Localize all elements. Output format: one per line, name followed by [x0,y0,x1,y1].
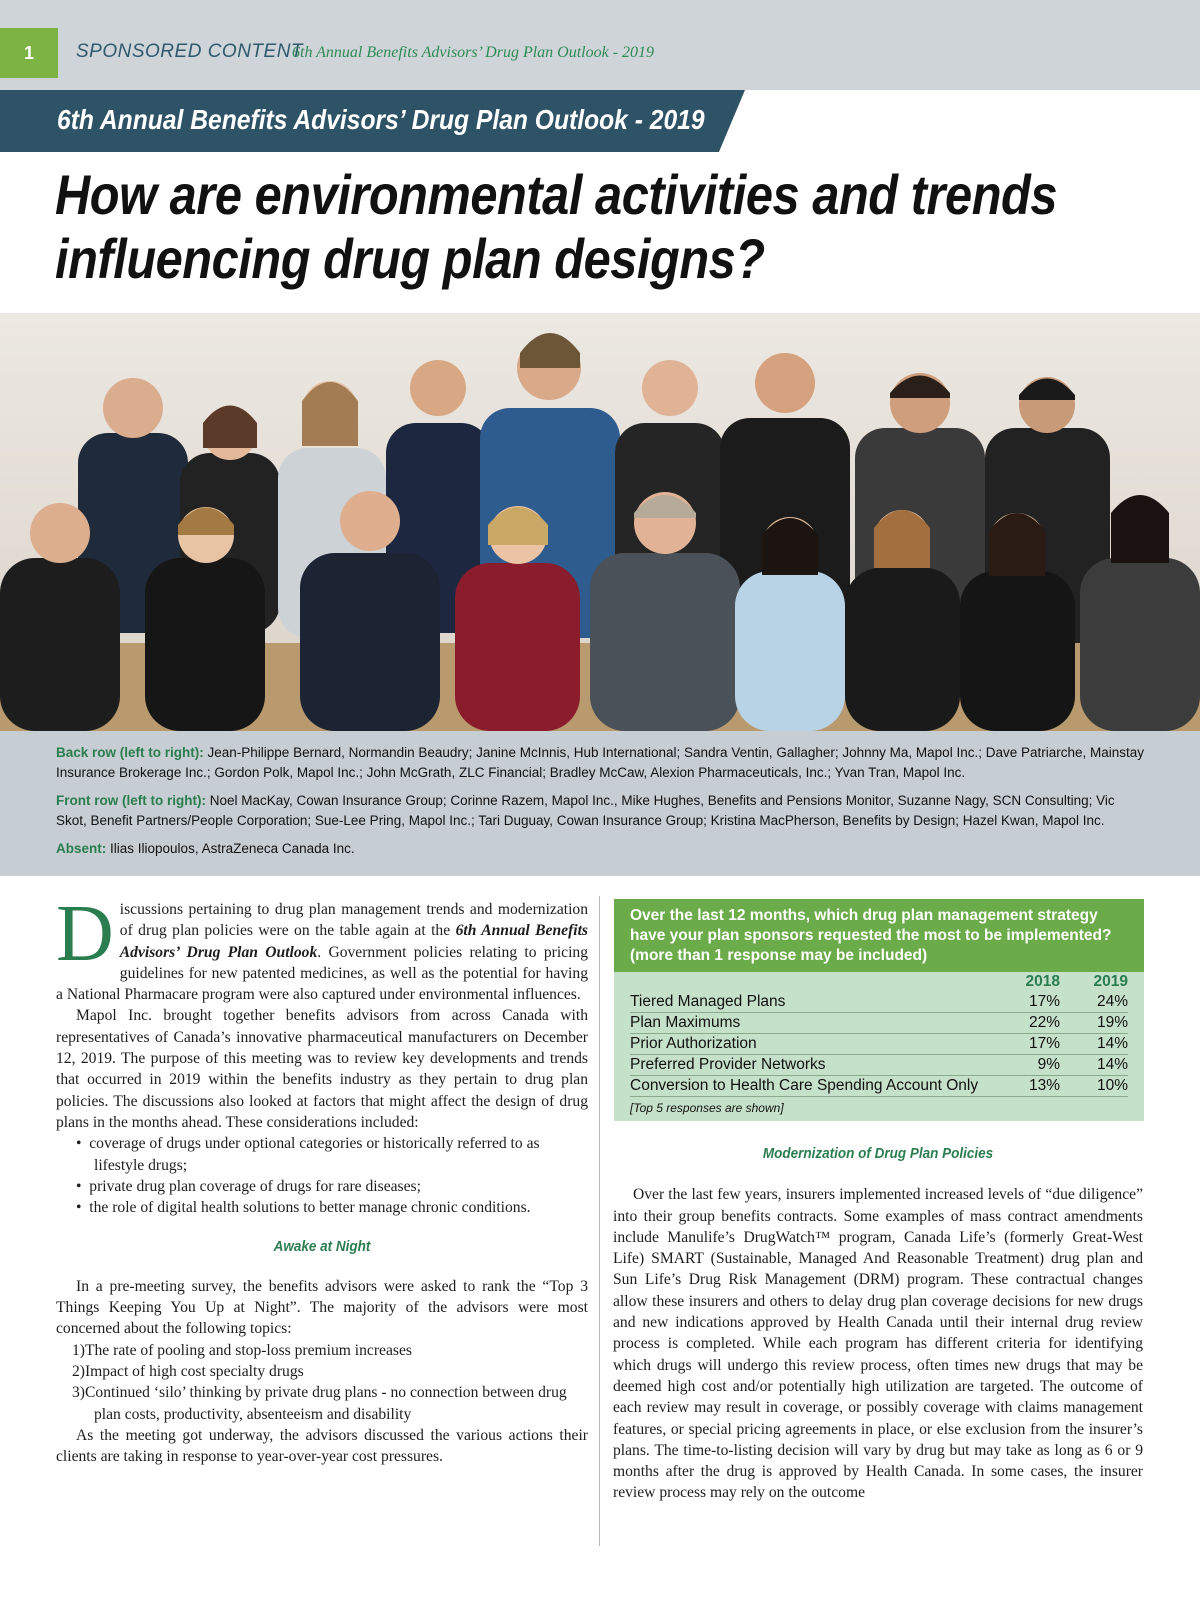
caption-back-text: Jean-Philippe Bernard, Normandin Beaudry; Janine McInnis, Hub International; Sandra Ventin, Gallagher; Johnny Ma, Mapol Inc.; Dave Patriarche, Mainstay Insurance Brokerage Inc.; Gordon Polk, Mapol Inc.; John McGrath, ZLC Financial; Bradley McCaw, Alexion Pharmaceuticals, Inc.; Yvan Tran, Mapol Inc. [56,745,1145,780]
table-row: Prior Authorization 17% 14% [630,1034,1128,1055]
left-column [56,890,588,1467]
group-photo-icon [0,313,1200,731]
list-item: 2)Impact of high cost specialty drugs [72,1362,304,1380]
column-divider [599,896,600,1546]
sponsored-label: SPONSORED CONTENT [76,41,304,62]
headline-line-2: influencing drug plan designs? [55,227,765,290]
page-headline [55,163,1099,291]
right-column [613,1143,1143,1504]
caption-absent-text: Ilias Iliopoulos, AstraZeneca Canada Inc. [110,841,355,856]
subhead-modernization: Modernization of Drug Plan Policies [762,1145,994,1162]
list-item: 1)The rate of pooling and stop-loss premium increases [72,1341,412,1359]
table-row: Plan Maximums 22% 19% [630,1013,1128,1034]
caption-absent-label: Absent: [56,841,107,856]
paragraph-4: As the meeting got underway, the advisors discussed the various actions their clients are taking in response to year-over-year cost pressures. [56,1426,588,1466]
page-number: 1 [0,28,58,78]
banner-title: 6th Annual Benefits Advisors’ Drug Plan Outlook - 2019 [57,104,705,135]
subhead-awake: Awake at Night [273,1238,371,1256]
survey-question: Over the last 12 months, which drug plan management strategy have your plan sponsors requested the most to be implemented? (more than 1 response may be included) [614,899,1144,972]
caption-front-row [56,791,1146,831]
intro-paragraph: Discussions pertaining to drug plan management trends and modernization of drug plan policies were on the table again at the 6th Annual Benefits Advisors’ Drug Plan Outlook. Government policies relating to pricing guidelines for new patented medicines, as well as the potential for having a National Pharmacare program were also captured under environmental influences. [56,890,588,1004]
table-row: Preferred Provider Networks 9% 14% [630,1055,1128,1076]
concerns-list [56,1340,588,1425]
table-header [630,972,1128,992]
dropcap: D [56,890,114,978]
caption-back-label: Back row (left to right): [56,745,204,760]
caption-front-text: Noel MacKay, Cowan Insurance Group; Corinne Razem, Mapol Inc., Mike Hughes, Benefits and Pensions Monitor, Suzanne Nagy, SCN Consulting; Vic Skot, Benefit Partners/People Corporation; Sue-Lee Pring, Mapol Inc.; Tari Duguay, Cowan Insurance Group; Kristina MacPherson, Benefits by Design; Hazel Kwan, Mapol Inc. [56,793,1115,828]
table-row: Conversion to Health Care Spending Account Only 13% 10% [630,1076,1128,1097]
list-item: • private drug plan coverage of drugs for rare diseases; [76,1177,421,1195]
event-name: 6th Annual Benefits Advisors’ Drug Plan Outlook [119,922,588,961]
list-item: • the role of digital health solutions to better manage chronic conditions. [76,1199,531,1217]
list-item: • coverage of drugs under optional categories or historically referred to as lifestyle drugs; [76,1135,540,1174]
list-item: 3)Continued ‘silo’ thinking by private drug plans - no connection between drug plan costs, productivity, absenteeism and disability [72,1384,567,1423]
caption-front-label: Front row (left to right): [56,793,206,808]
survey-table [614,899,1144,1121]
group-photo [0,313,1200,731]
col-2018: 2018 [1025,973,1060,990]
paragraph-3: In a pre-meeting survey, the benefits advisors were asked to rank the “Top 3 Things Keeping You Up at Night”. The majority of the advisors were most concerned about the following topics: [56,1277,588,1338]
running-title: 6th Annual Benefits Advisors’ Drug Plan Outlook - 2019 [292,44,655,61]
caption-absent [56,839,1146,859]
considerations-list [56,1133,588,1218]
table-row: Tiered Managed Plans 17% 24% [630,992,1128,1013]
headline-line-1: How are environmental activities and trends [55,163,1058,226]
paragraph-modernization: Over the last few years, insurers implemented increased levels of “due diligence” into their group benefits contracts. Some examples of mass contract amendments include Manulife’s DrugWatch™ program, Canada Life’s (formerly Great-West Life) SMART (Sustainable, Managed And Reasonable Treatment) drug plan and Sun Life’s Drug Risk Management (DRM) program. These contractual changes allow these insurers and others to delay drug plan coverage decisions for new drugs and new indications approved by Health Canada until their internal drug review process is completed. While each program has different criteria for identifying which drugs will undergo this review process, often times new drugs that may be deemed high cost and/or potentially high utilization are targeted. The outcome of each review may result in coverage, or possibly coverage with claims management features, or special pricing agreements in place, or else exclusion from the insurer’s plans. The time-to-listing decision will vary by drug but may take as long as 6 or 9 months after the drug is approved by Health Canada. In some cases, the insurer review process may rely on the outcome [613,1186,1143,1502]
paragraph-2: Mapol Inc. brought together benefits advisors from across Canada with representatives of Canada’s innovative pharmaceutical manufacturers on December 12, 2019. The purpose of this meeting was to review key developments and trends that occurred in 2019 within the benefits industry as they pertain to drug plan policies. The discussions also looked at factors that might affect the design of drug plans in the months ahead. These considerations included: [56,1007,588,1131]
photo-captions [0,731,1200,876]
caption-back-row [56,743,1146,783]
col-2019: 2019 [1093,973,1128,990]
table-note: [Top 5 responses are shown] [630,1101,784,1115]
